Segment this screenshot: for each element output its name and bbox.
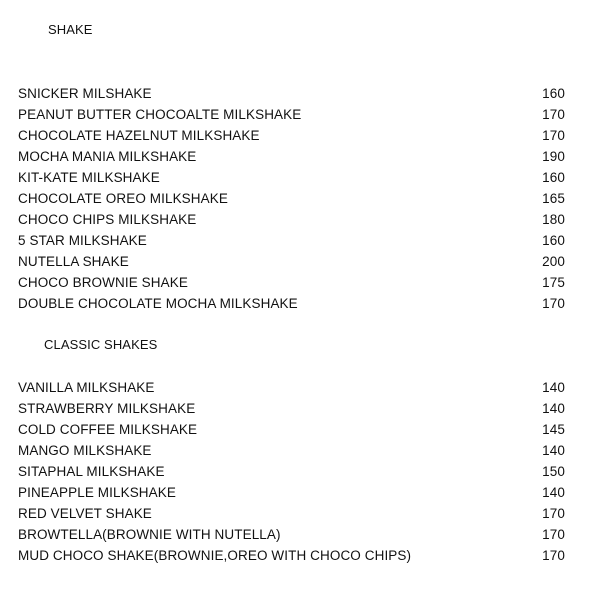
item-name: SNICKER MILSHAKE	[18, 86, 152, 101]
item-name: 5 STAR MILKSHAKE	[18, 233, 147, 248]
menu-item	[18, 440, 565, 461]
menu-item	[18, 125, 565, 146]
menu-item	[18, 251, 565, 272]
item-price: 145	[542, 422, 565, 437]
item-name: KIT-KATE MILKSHAKE	[18, 170, 160, 185]
item-price: 170	[542, 107, 565, 122]
item-name: CHOCO CHIPS MILKSHAKE	[18, 212, 197, 227]
item-price: 165	[542, 191, 565, 206]
item-name: VANILLA MILKSHAKE	[18, 380, 155, 395]
menu-item	[18, 146, 565, 167]
menu-item	[18, 377, 565, 398]
menu-item	[18, 398, 565, 419]
item-name: COLD COFFEE MILKSHAKE	[18, 422, 198, 437]
item-name: CHOCOLATE OREO MILKSHAKE	[18, 191, 228, 206]
menu-item	[18, 83, 565, 104]
item-price: 150	[542, 464, 565, 479]
item-name: SITAPHAL MILKSHAKE	[18, 464, 165, 479]
menu-item	[18, 188, 565, 209]
item-price: 170	[542, 296, 565, 311]
menu-item	[18, 104, 565, 125]
menu-item	[18, 461, 565, 482]
item-price: 160	[542, 170, 565, 185]
item-price: 140	[542, 380, 565, 395]
item-price: 160	[542, 86, 565, 101]
item-name: DOUBLE CHOCOLATE MOCHA MILKSHAKE	[18, 296, 298, 311]
section-title-shake: SHAKE	[48, 22, 93, 37]
menu-item	[18, 524, 565, 545]
menu-item	[18, 230, 565, 251]
item-name: BROWTELLA(BROWNIE WITH NUTELLA)	[18, 527, 281, 542]
item-name: CHOCO BROWNIE SHAKE	[18, 275, 188, 290]
item-price: 180	[542, 212, 565, 227]
classic-shakes-list	[18, 377, 565, 566]
item-price: 170	[542, 548, 565, 563]
item-name: RED VELVET SHAKE	[18, 506, 152, 521]
item-price: 200	[542, 254, 565, 269]
item-name: MOCHA MANIA MILKSHAKE	[18, 149, 197, 164]
item-price: 190	[542, 149, 565, 164]
item-price: 140	[542, 485, 565, 500]
item-price: 170	[542, 506, 565, 521]
item-price: 140	[542, 443, 565, 458]
item-price: 140	[542, 401, 565, 416]
menu-item	[18, 545, 565, 566]
menu-item	[18, 503, 565, 524]
item-price: 170	[542, 527, 565, 542]
menu-item	[18, 419, 565, 440]
section-title-classic-shakes: CLASSIC SHAKES	[44, 337, 158, 352]
menu-item	[18, 482, 565, 503]
item-price: 175	[542, 275, 565, 290]
item-name: NUTELLA SHAKE	[18, 254, 129, 269]
item-price: 160	[542, 233, 565, 248]
menu-item	[18, 293, 565, 314]
item-name: MUD CHOCO SHAKE(BROWNIE,OREO WITH CHOCO CHIPS)	[18, 548, 412, 563]
shake-list	[18, 83, 565, 314]
item-price: 170	[542, 128, 565, 143]
item-name: STRAWBERRY MILKSHAKE	[18, 401, 196, 416]
item-name: PEANUT BUTTER CHOCOALTE MILKSHAKE	[18, 107, 302, 122]
menu-item	[18, 209, 565, 230]
item-name: PINEAPPLE MILKSHAKE	[18, 485, 176, 500]
item-name: MANGO MILKSHAKE	[18, 443, 152, 458]
menu-item	[18, 167, 565, 188]
item-name: CHOCOLATE HAZELNUT MILKSHAKE	[18, 128, 260, 143]
menu-item	[18, 272, 565, 293]
